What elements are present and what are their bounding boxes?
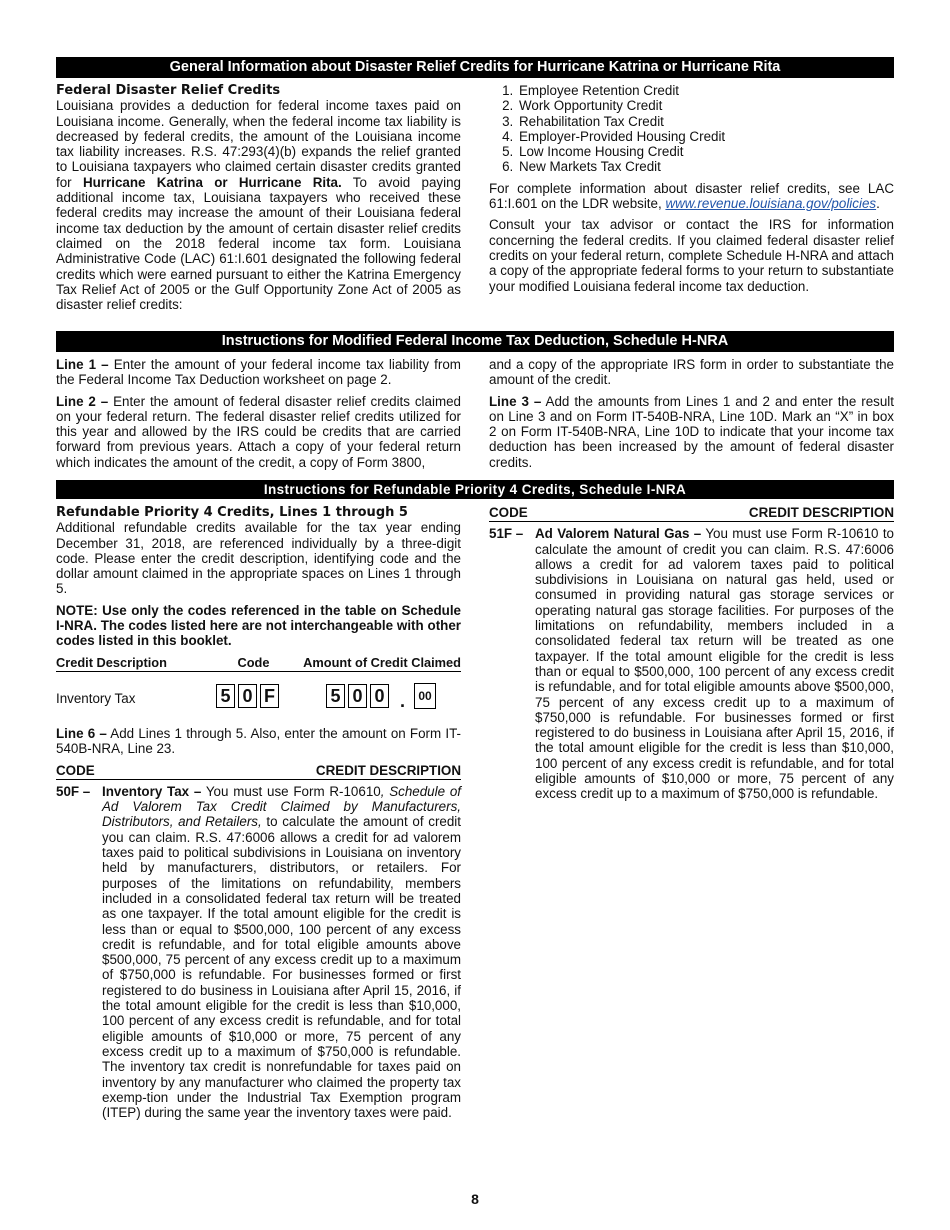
amount-box: 5 <box>326 684 345 708</box>
section-general-info-title: General Information about Disaster Relief Credits for Hurricane Katrina or Hurricane Rita <box>56 57 894 78</box>
code-column-header: CODE <box>56 762 95 778</box>
list-item: 5. Low Income Housing Credit <box>517 144 894 159</box>
credit-description: Inventory Tax – You must use Form R-10610, Schedule of Ad Valorem Tax Credit Claimed by Manufacturers, Distributors, and Retailers, to calculate the amount of credit you can claim. R.S. 47:6006 allows a credit for ad valorem taxes paid to political subdivisions in Louisiana on inventory held by manufacturers, distributors, or retailers. For purposes of the limitations on refundability, members included in a consolidated federal tax return will be treated as one taxpayer. If the total amount eligible for the credit is less than or equal to $500,000, 100 percent of any excess credit is refundable, and for total eligible amounts above $500,000, 75 percent of any excess credit up to a maximum of $750,000 is refundable. For businesses formed or first registered to do business in Louisiana after April 15, 2016, if the total amount eligible for the credit is less than $10,000, 100 percent of any excess credit is refundable, and for total eligible amounts of $10,000 or more, 75 percent of any excess credit up to a maximum of $750,000 is refundable. The inventory tax credit is nonrefundable for taxes paid on inventory by any manufacturer who claimed the property tax exemp-tion under the Industrial Tax Exemption program (ITEP) during the same year the inventory taxes were paid. <box>102 783 461 1121</box>
priority4-intro: Additional refundable credits available for the tax year ending December 31, 2018, are referenced individually by a three-digit code. Please enter the credit description, identifying code and the dollar amount claimed in the appropriate spaces on Lines 1 through 5. <box>56 520 461 597</box>
h-nra-right-column <box>489 357 894 470</box>
h-nra-left-column <box>56 357 461 470</box>
example-inventory-tax-row <box>56 684 461 724</box>
codes-note: NOTE: Use only the codes referenced in the table on Schedule I-NRA. The codes listed here are not interchangeable with other codes listed in this booklet. <box>56 602 461 649</box>
line2-continued: and a copy of the appropriate IRS form in order to substantiate the amount of the credit. <box>489 357 894 388</box>
line6-instruction: Line 6 – Add Lines 1 through 5. Also, enter the amount on Form IT-540B-NRA, Line 23. <box>56 725 461 757</box>
line2-instruction: Line 2 – Enter the amount of federal disaster relief credits claimed on your federal return. The federal disaster relief credits utilized for this year and allowed by the IRS could be credits that are carried forward from previous years. Attach a copy of your federal return which indicates the amount of the credit, a copy of Form 3800, <box>56 393 461 470</box>
credit-entry-51f <box>489 526 894 801</box>
example-description: Inventory Tax <box>56 690 136 706</box>
amount-box: 0 <box>348 684 367 708</box>
code-box: 0 <box>238 684 257 708</box>
disaster-relief-paragraph: Louisiana provides a deduction for federal income taxes paid on Louisiana income. Generally, when the federal income tax liability is decreased by federal credits, the amount of the Louisiana income tax liability increases. R.S. 47:293(4)(b) expands the relief granted to Louisiana taxpayers who claimed certain disaster credits granted for Hurricane Katrina or Hurricane Rita. To avoid paying additional income tax, Louisiana taxpayers who received these federal credits may increase the amount of their Louisiana federal income tax deduction by the amount of certain disaster relief credits claimed on the 2018 federal income tax form. Louisiana Administrative Code (LAC) 61:I.601 designated the following federal credits which were earned pursuant to either the Katrina Emergency Tax Relief Act of 2005 or the Gulf Opportunity Zone Act of 2005 as disaster relief credits: <box>56 98 461 313</box>
i-nra-right-column <box>489 505 894 802</box>
i-nra-left-column <box>56 505 461 1120</box>
line3-instruction: Line 3 – Add the amounts from Lines 1 and 2 and enter the result on Line 3 and on Form IT-540B-NRA, Line 10D. Mark an “X” in box 2 on Form IT-540B-NRA, Line 10D to indicate that your income tax deduction has been increased by the amount of federal disaster credits. <box>489 393 895 470</box>
example-table-header <box>56 655 461 672</box>
credit-code: 50F – <box>56 783 91 799</box>
disaster-credits-list <box>489 83 894 175</box>
left-code-table-header <box>56 763 461 780</box>
credit-code: 51F – <box>489 526 524 542</box>
code-box: F <box>260 684 279 708</box>
page-number: 8 <box>471 1191 479 1207</box>
code-header: Code <box>237 654 270 670</box>
credit-entry-50f <box>56 784 461 1121</box>
section-schedule-h-nra-title: Instructions for Modified Federal Income Tax Deduction, Schedule H-NRA <box>56 331 894 352</box>
amount-box: 0 <box>370 684 389 708</box>
credit-description-header: Credit Description <box>56 654 167 670</box>
description-column-header: CREDIT DESCRIPTION <box>748 505 894 520</box>
section-schedule-i-nra-title: Instructions for Refundable Priority 4 Credits, Schedule I-NRA <box>56 480 894 499</box>
list-item: 3. Rehabilitation Tax Credit <box>517 114 894 129</box>
description-column-header: CREDIT DESCRIPTION <box>315 762 461 778</box>
list-item: 6. New Markets Tax Credit <box>517 159 894 174</box>
right-code-table-header <box>489 505 894 522</box>
credit-description: Ad Valorem Natural Gas – You must use Form R-10610 to calculate the amount of credit you can claim. R.S. 47:6006 allows a credit for ad valorem taxes paid to political subdivisions in Louisiana on natural gas held, used or consumed in providing natural gas storage services or operating natural gas storage facilities. For purposes of the limitations on refundability, members included in a consolidated federal tax return will be treated as one taxpayer. If the total amount eligible for the credit is less than or equal to $500,000, 100 percent of any excess credit is refundable, and for total eligible amounts above $500,000, 75 percent of any excess credit up to a maximum of $750,000 is refundable. For businesses formed or first registered to do business in Louisiana after April 15, 2016, if the total amount eligible for the credit is less than $10,000, 100 percent of any excess credit is refundable, and for total eligible amounts of $10,000 or more, 75 percent of any excess credit up to a maximum of $750,000 is refundable. <box>535 526 894 802</box>
code-box: 5 <box>216 684 235 708</box>
cents-box: 00 <box>414 683 436 709</box>
line1-instruction: Line 1 – Enter the amount of your federal income tax liability from the Federal Income Tax Deduction worksheet on page 2. <box>56 357 461 388</box>
disaster-relief-left-column <box>56 83 461 312</box>
list-item: 4. Employer-Provided Housing Credit <box>517 129 894 144</box>
federal-disaster-relief-heading: Federal Disaster Relief Credits <box>56 83 281 98</box>
consult-advisor-paragraph: Consult your tax advisor or contact the IRS for information concerning the federal credits. If you claimed federal disaster relief credits on your federal return, complete Schedule H-NRA and attach a copy of the appropriate federal forms to your return to substantiate your modified Louisiana federal income tax deduction. <box>489 217 894 294</box>
decimal-point: . <box>400 690 406 711</box>
amount-header: Amount of Credit Claimed <box>303 654 461 670</box>
complete-info-paragraph: For complete information about disaster relief credits, see LAC 61:I.601 on the LDR website, www.revenue.louisiana.gov/policies. <box>489 180 894 212</box>
code-column-header: CODE <box>489 505 528 520</box>
disaster-relief-right-column <box>489 83 894 294</box>
list-item: 1. Employee Retention Credit <box>517 83 894 98</box>
list-item: 2. Work Opportunity Credit <box>517 98 894 113</box>
ldr-policies-link[interactable]: www.revenue.louisiana.gov/policies <box>665 196 877 212</box>
priority4-heading: Refundable Priority 4 Credits, Lines 1 through 5 <box>56 505 408 520</box>
